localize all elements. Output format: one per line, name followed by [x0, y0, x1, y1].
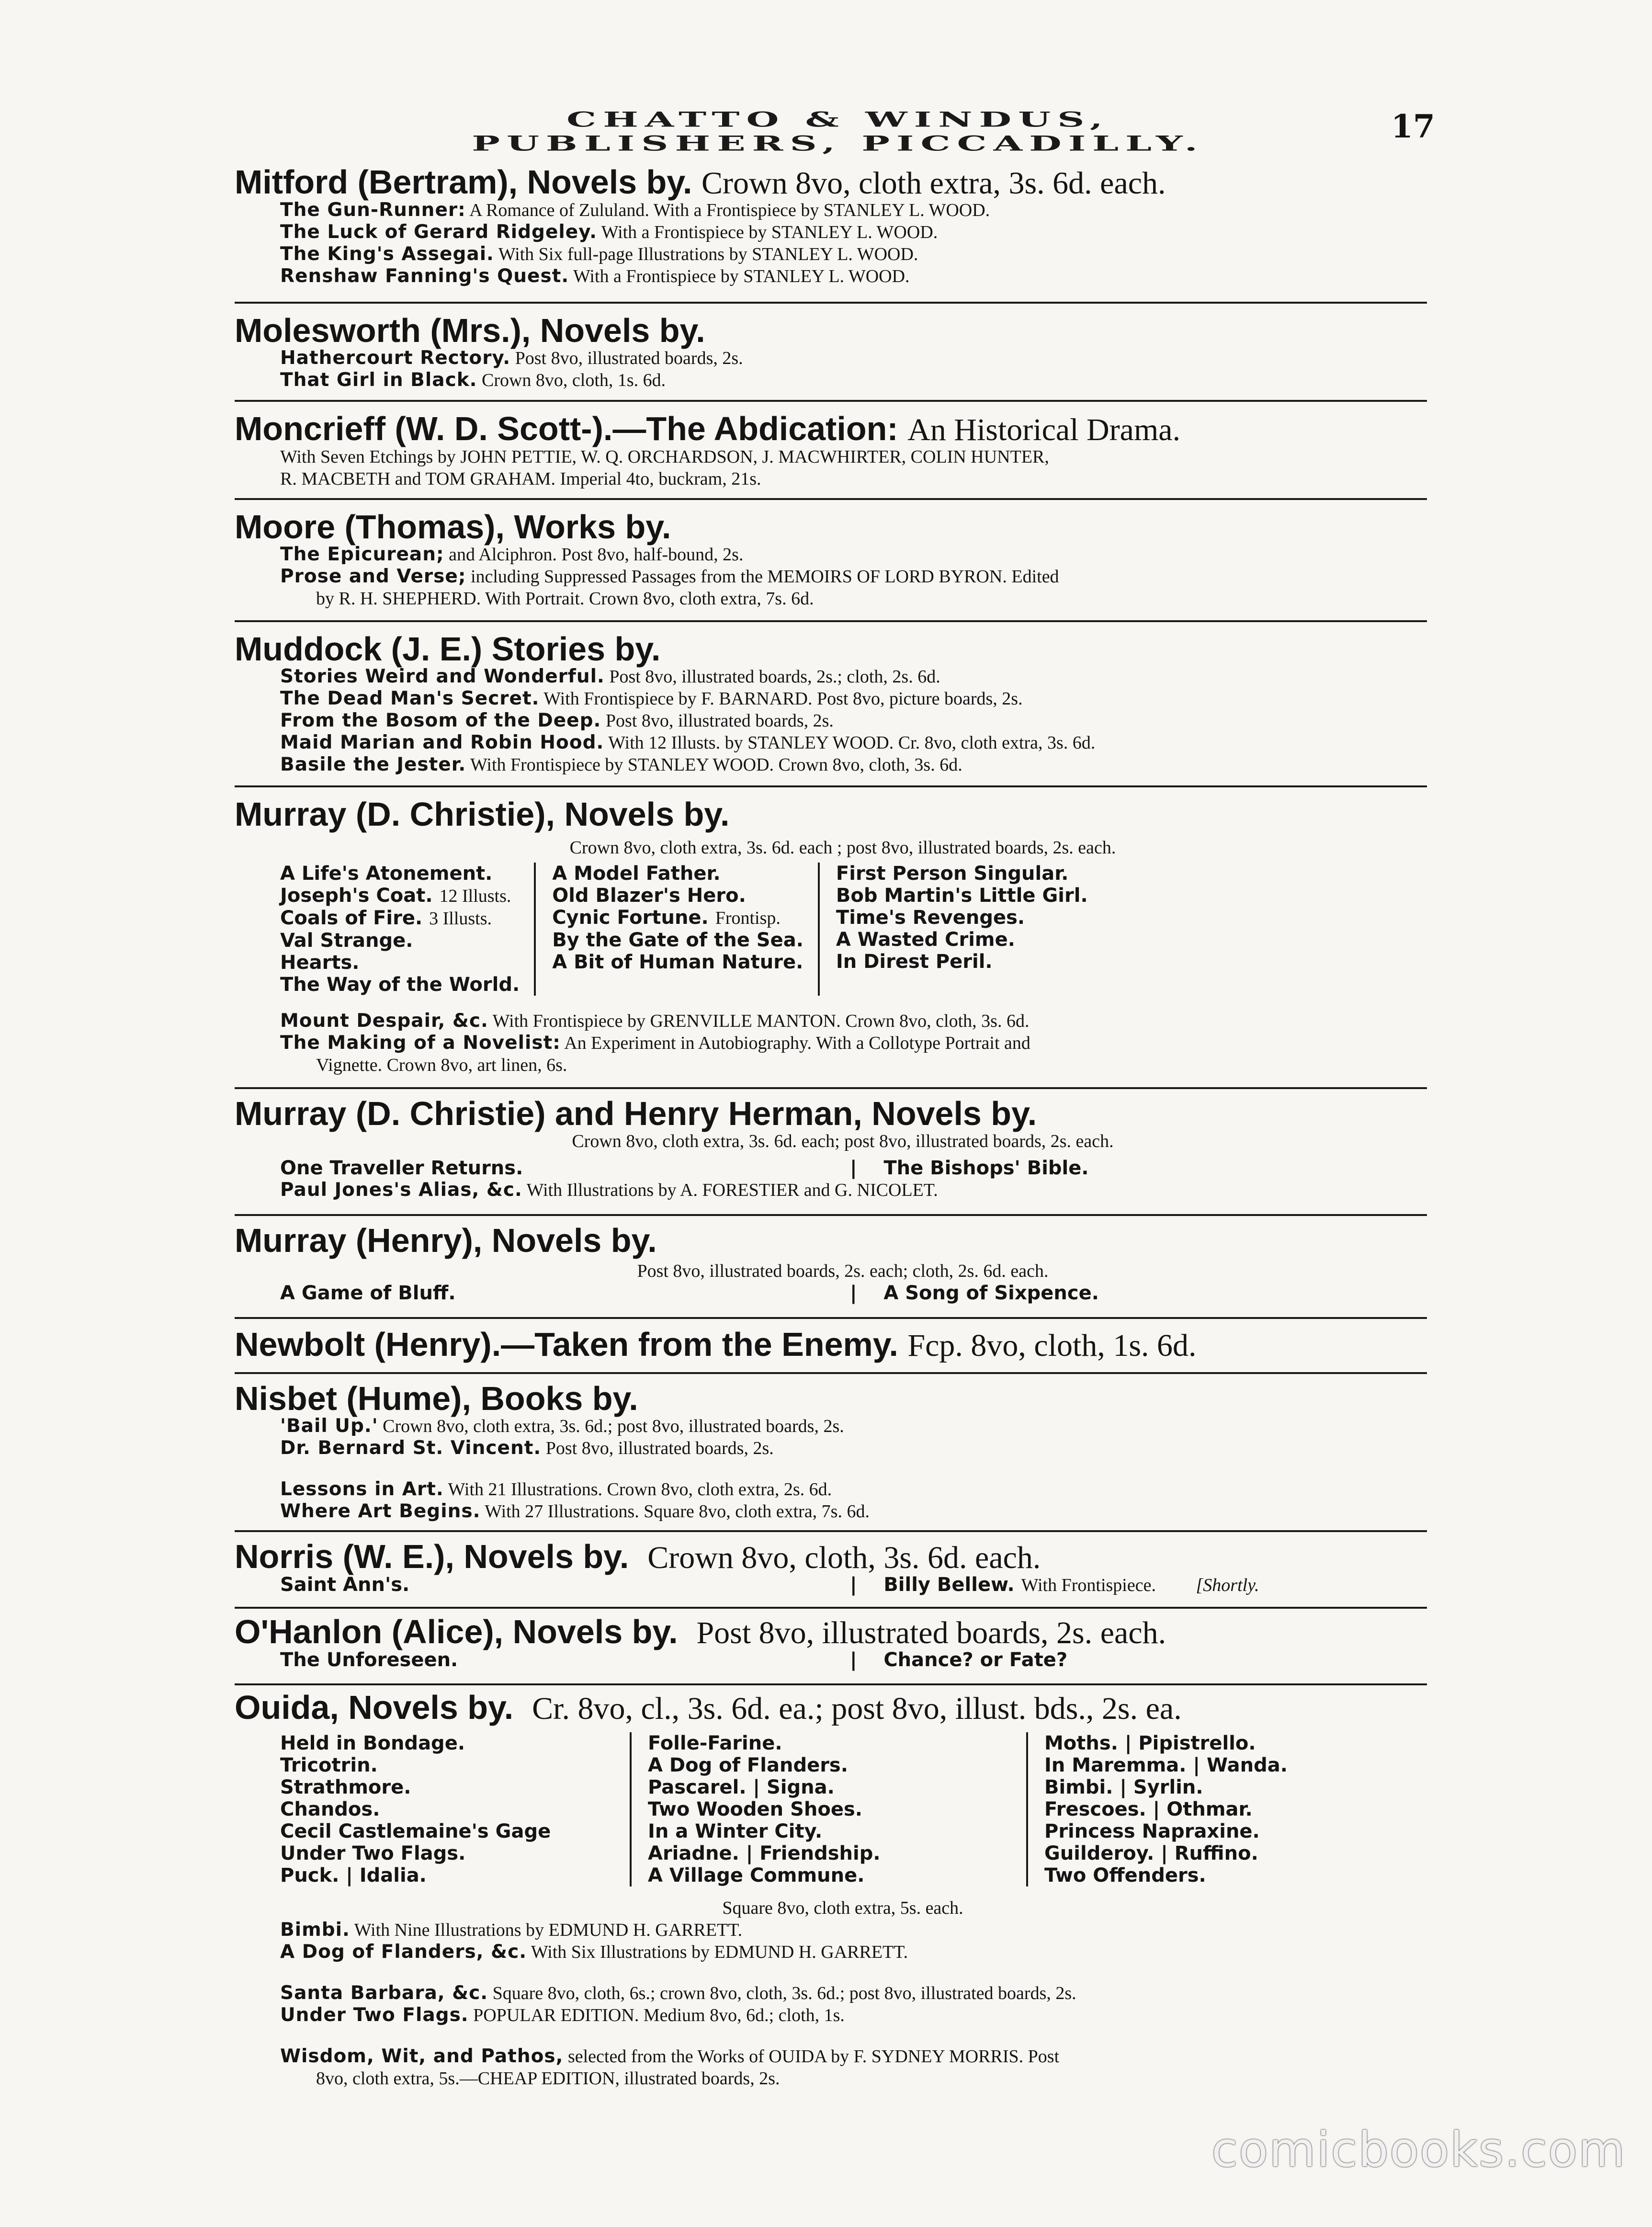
- list-item: Wisdom, Wit, and Pathos, selected from the Works of OUIDA by F. SYDNEY MORRIS. Post: [280, 2045, 1060, 2067]
- title-column: [280, 863, 536, 996]
- divider: [235, 1683, 1427, 1685]
- divider: [235, 1214, 1427, 1216]
- list-item: Vignette. Crown 8vo, art linen, 6s.: [316, 1055, 567, 1075]
- list-item: Puck. | Idalia.: [280, 1864, 427, 1886]
- list-item: Joseph's Coat. 12 Illusts.: [280, 885, 511, 907]
- list-item: Hearts.: [280, 952, 360, 974]
- list-item: A Dog of Flanders.: [648, 1754, 848, 1776]
- list-item: Ariadne. | Friendship.: [648, 1842, 881, 1864]
- list-item: Held in Bondage.: [280, 1732, 465, 1754]
- entry-molesworth: [235, 314, 1451, 391]
- divider: [235, 1607, 1427, 1609]
- entry-ohanlon: [235, 1615, 1451, 1671]
- entry-subline: Crown 8vo, cloth extra, 3s. 6d. each; post 8vo, illustrated boards, 2s. each.: [572, 1131, 1114, 1151]
- entry-heading: Ouida, Novels by.: [235, 1689, 514, 1726]
- entry-norris: [235, 1540, 1451, 1596]
- divider: [235, 1372, 1427, 1374]
- list-item: A Dog of Flanders, &c. With Six Illustrations by EDMUND H. GARRETT.: [280, 1941, 908, 1963]
- entry-heading-ext: Crown 8vo, cloth, 3s. 6d. each.: [647, 1540, 1041, 1575]
- list-item: Maid Marian and Robin Hood. With 12 Illusts. by STANLEY WOOD. Cr. 8vo, cloth extra, 3s. 6d.: [280, 732, 1096, 753]
- entry-heading-ext: Crown 8vo, cloth extra, 3s. 6d. each.: [701, 166, 1166, 201]
- entry-heading: Muddock (J. E.) Stories by.: [235, 630, 661, 668]
- divider: [235, 1317, 1427, 1319]
- list-item: Paul Jones's Alias, &c. With Illustrations by A. FORESTIER and G. NICOLET.: [280, 1179, 938, 1201]
- list-item: A Life's Atonement.: [280, 863, 493, 885]
- title-column: [1044, 1732, 1302, 1886]
- entry-heading-ext: Post 8vo, illustrated boards, 2s. each.: [696, 1615, 1166, 1650]
- list-item: Frescoes. | Othmar.: [1044, 1798, 1253, 1820]
- entry-heading: Molesworth (Mrs.), Novels by.: [235, 312, 705, 349]
- running-title: CHATTO & WINDUS, PUBLISHERS, PICCADILLY.: [472, 108, 1204, 156]
- entry-heading: Nisbet (Hume), Books by.: [235, 1380, 638, 1417]
- entry-murray-henry: [235, 1224, 1451, 1304]
- shortly-note: [Shortly.: [1196, 1575, 1259, 1595]
- list-item: Lessons in Art. With 21 Illustrations. Crown 8vo, cloth extra, 2s. 6d.: [280, 1478, 832, 1500]
- entry-muddock: [235, 632, 1451, 776]
- list-item: Under Two Flags. POPULAR EDITION. Medium 8vo, 6d.; cloth, 1s.: [280, 2004, 845, 2026]
- list-item: Hathercourt Rectory. Post 8vo, illustrated boards, 2s.: [280, 347, 743, 369]
- list-item: With Seven Etchings by JOHN PETTIE, W. Q. ORCHARDSON, J. MACWHIRTER, COLIN HUNTER,: [280, 447, 1049, 467]
- entry-heading: Murray (D. Christie), Novels by.: [235, 795, 730, 833]
- list-item: The Gun-Runner: A Romance of Zululand. With a Frontispiece by STANLEY L. WOOD.: [280, 199, 990, 221]
- list-item: Moths. | Pipistrello.: [1044, 1732, 1256, 1754]
- title-columns: [280, 1732, 1451, 1886]
- list-item: 8vo, cloth extra, 5s.—CHEAP EDITION, illustrated boards, 2s.: [316, 2068, 780, 2089]
- list-item: Stories Weird and Wonderful. Post 8vo, illustrated boards, 2s.; cloth, 2s. 6d.: [280, 666, 940, 687]
- list-item: Dr. Bernard St. Vincent. Post 8vo, illustrated boards, 2s.: [280, 1437, 774, 1459]
- list-item: Basile the Jester. With Frontispiece by STANLEY WOOD. Crown 8vo, cloth, 3s. 6d.: [280, 754, 962, 775]
- list-item: In Maremma. | Wanda.: [1044, 1754, 1288, 1776]
- list-item: Time's Revenges.: [836, 907, 1025, 929]
- divider: [235, 785, 1427, 787]
- list-item: Chandos.: [280, 1798, 380, 1820]
- list-item: Princess Napraxine.: [1044, 1820, 1260, 1842]
- entry-heading: Newbolt (Henry).—Taken from the Enemy.: [235, 1326, 898, 1363]
- divider: [235, 1087, 1427, 1089]
- divider: [235, 498, 1427, 500]
- list-item: First Person Singular.: [836, 863, 1069, 885]
- list-item: Bimbi. With Nine Illustrations by EDMUND H. GARRETT.: [280, 1919, 743, 1941]
- entry-heading-ext: Fcp. 8vo, cloth, 1s. 6d.: [907, 1328, 1197, 1363]
- entry-heading: Moore (Thomas), Works by.: [235, 508, 671, 545]
- list-item: The Unforeseen.: [280, 1649, 458, 1671]
- list-item: | The Bishops' Bible.: [850, 1157, 1089, 1179]
- list-item: The Dead Man's Secret. With Frontispiece by F. BARNARD. Post 8vo, picture boards, 2s.: [280, 688, 1023, 709]
- entry-heading: Murray (Henry), Novels by.: [235, 1222, 657, 1259]
- list-item: Guilderoy. | Ruffino.: [1044, 1842, 1258, 1864]
- list-item: Two Offenders.: [1044, 1864, 1206, 1886]
- entry-heading-ext: Cr. 8vo, cl., 3s. 6d. ea.; post 8vo, illust. bds., 2s. ea.: [532, 1691, 1182, 1726]
- list-item: The Luck of Gerard Ridgeley. With a Frontispiece by STANLEY L. WOOD.: [280, 221, 938, 243]
- entry-nisbet: [235, 1382, 1451, 1523]
- title-column: [836, 863, 1102, 996]
- divider: [235, 400, 1427, 402]
- entry-heading-ext: An Historical Drama.: [907, 412, 1181, 447]
- list-item: In a Winter City.: [648, 1820, 823, 1842]
- list-item: That Girl in Black. Crown 8vo, cloth, 1s. 6d.: [280, 369, 666, 391]
- page-number: 17: [1391, 108, 1435, 145]
- entry-heading: O'Hanlon (Alice), Novels by.: [235, 1613, 678, 1650]
- list-item: In Direst Peril.: [836, 951, 993, 973]
- list-item: Val Strange.: [280, 930, 413, 952]
- watermark-logo: comicbooks.com: [1211, 2122, 1626, 2178]
- list-item: Bob Martin's Little Girl.: [836, 885, 1088, 907]
- list-item: Folle-Farine.: [648, 1732, 782, 1754]
- entry-moncrieff: [235, 412, 1451, 490]
- list-item: 'Bail Up.' Crown 8vo, cloth extra, 3s. 6d.; post 8vo, illustrated boards, 2s.: [280, 1415, 844, 1437]
- list-item: Coals of Fire. 3 Illusts.: [280, 907, 492, 929]
- list-item: Cecil Castlemaine's Gage: [280, 1820, 551, 1842]
- entry-murray-christie: [235, 797, 1451, 1076]
- list-item: Under Two Flags.: [280, 1842, 466, 1864]
- entry-mitford: [235, 165, 1451, 287]
- list-item: The Making of a Novelist: An Experiment in Autobiography. With a Collotype Portrait and: [280, 1032, 1030, 1054]
- list-item: Where Art Begins. With 27 Illustrations. Square 8vo, cloth extra, 7s. 6d.: [280, 1500, 870, 1522]
- list-item: Saint Ann's.: [280, 1574, 410, 1596]
- entry-subline: Crown 8vo, cloth extra, 3s. 6d. each ; post 8vo, illustrated boards, 2s. each.: [569, 838, 1116, 858]
- list-item: Tricotrin.: [280, 1754, 378, 1776]
- list-item: Prose and Verse; including Suppressed Passages from the MEMOIRS OF LORD BYRON. Edited: [280, 566, 1059, 587]
- list-item: Two Wooden Shoes.: [648, 1798, 862, 1820]
- list-item: by R. H. SHEPHERD. With Portrait. Crown 8vo, cloth extra, 7s. 6d.: [316, 589, 814, 609]
- list-item: Pascarel. | Signa.: [648, 1776, 835, 1798]
- title-column: [552, 863, 820, 996]
- list-item: From the Bosom of the Deep. Post 8vo, illustrated boards, 2s.: [280, 710, 834, 731]
- entry-heading: Murray (D. Christie) and Henry Herman, Novels by.: [235, 1095, 1037, 1132]
- title-column: [648, 1732, 1028, 1886]
- entry-heading: Mitford (Bertram), Novels by.: [235, 163, 692, 201]
- list-item: R. MACBETH and TOM GRAHAM. Imperial 4to, buckram, 21s.: [280, 469, 761, 489]
- list-item: A Bit of Human Nature.: [552, 951, 803, 973]
- list-item: One Traveller Returns.: [280, 1157, 523, 1179]
- list-item: Mount Despair, &c. With Frontispiece by GRENVILLE MANTON. Crown 8vo, cloth, 3s. 6d.: [280, 1010, 1030, 1032]
- entry-subline: Post 8vo, illustrated boards, 2s. each; cloth, 2s. 6d. each.: [637, 1261, 1049, 1281]
- list-item: Renshaw Fanning's Quest. With a Frontispiece by STANLEY L. WOOD.: [280, 265, 910, 287]
- list-item: Strathmore.: [280, 1776, 411, 1798]
- title-column: [280, 1732, 632, 1886]
- list-item: | Billy Bellew. With Frontispiece. [Shortly.: [850, 1574, 1259, 1596]
- divider: [235, 620, 1427, 622]
- list-item: A Game of Bluff.: [280, 1282, 456, 1304]
- divider: [235, 302, 1427, 304]
- list-item: Old Blazer's Hero.: [552, 885, 746, 907]
- list-item: Santa Barbara, &c. Square 8vo, cloth, 6s.; crown 8vo, cloth, 3s. 6d.; post 8vo, illustrated boards, 2s.: [280, 1982, 1076, 2004]
- list-item: A Village Commune.: [648, 1864, 865, 1886]
- entry-ouida: [235, 1691, 1451, 2090]
- list-item: | Chance? or Fate?: [850, 1649, 1068, 1671]
- entry-moore: [235, 510, 1451, 610]
- divider: [235, 1530, 1427, 1532]
- list-item: The Way of the World.: [280, 974, 520, 996]
- entry-heading: Moncrieff (W. D. Scott-).—The Abdication:: [235, 410, 898, 447]
- entry-subline: Square 8vo, cloth extra, 5s. each.: [722, 1898, 963, 1918]
- list-item: | A Song of Sixpence.: [850, 1282, 1099, 1304]
- entry-newbolt: [235, 1328, 1451, 1362]
- entry-murray-herman: [235, 1097, 1451, 1201]
- title-columns: [280, 863, 1451, 996]
- list-item: A Wasted Crime.: [836, 929, 1015, 951]
- list-item: Cynic Fortune. Frontisp.: [552, 907, 781, 929]
- list-item: By the Gate of the Sea.: [552, 929, 803, 951]
- list-item: The King's Assegai. With Six full-page Illustrations by STANLEY L. WOOD.: [280, 243, 918, 265]
- list-item: The Epicurean; and Alciphron. Post 8vo, half-bound, 2s.: [280, 544, 744, 565]
- entry-heading: Norris (W. E.), Novels by.: [235, 1538, 629, 1575]
- list-item: Bimbi. | Syrlin.: [1044, 1776, 1203, 1798]
- list-item: A Model Father.: [552, 863, 721, 885]
